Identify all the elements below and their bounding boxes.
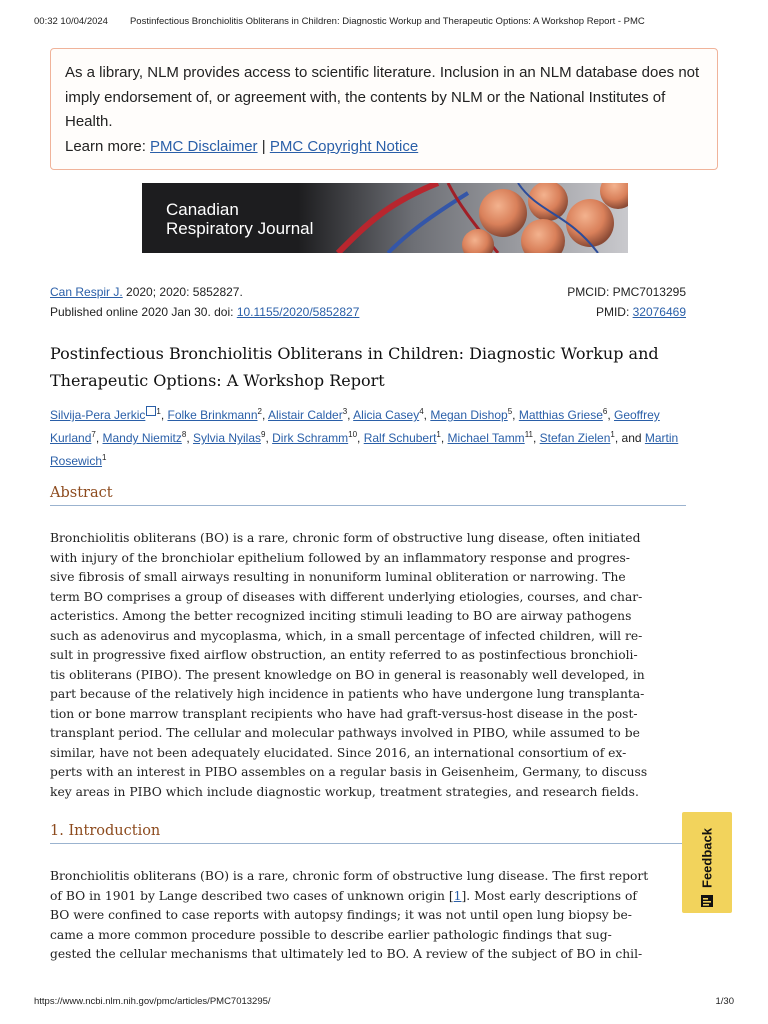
feedback-button[interactable]: [682, 812, 732, 913]
abstract-line: term BO comprises a group of diseases with different underlying etiologies, courses, and char-: [50, 589, 643, 604]
abstract-line: sive fibrosis of small airways resulting in nonuniform luminal obliteration or narrowing. The: [50, 570, 626, 584]
affiliation-number: 10: [348, 430, 358, 439]
nlm-notice: [50, 48, 718, 170]
affiliation-number: 5: [507, 407, 513, 416]
affiliation-number: 11: [524, 430, 533, 439]
author-link[interactable]: Stefan Zielen: [539, 431, 611, 445]
affiliation-number: 8: [181, 430, 187, 439]
print-page-number: 1/30: [715, 996, 734, 1007]
affiliation-number: 3: [342, 407, 348, 416]
authors-and: and: [621, 431, 642, 445]
author-link[interactable]: Ralf Schubert: [363, 431, 437, 445]
journal-banner[interactable]: [142, 183, 628, 253]
author-link[interactable]: Geoffrey Kurland: [50, 408, 660, 445]
abstract-line: key areas in PIBO which include diagnostic workup, treatment strategies, and research fields.: [50, 784, 639, 799]
abstract-line: part because of the relatively high incidence in patients who have undergone lung transplanta-: [50, 687, 645, 701]
published-online: Published online 2020 Jan 30. doi: 10.1155/2020/5852827: [50, 305, 360, 319]
intro-line: Bronchiolitis obliterans (BO) is a rare, chronic form of obstructive lung disease. The first report: [50, 869, 649, 883]
abstract-line: with injury of the bronchiolar epithelium followed by an inflammatory response and progres-: [50, 550, 630, 565]
print-footer: [34, 996, 734, 1007]
affiliation-number: 1: [610, 430, 615, 439]
abstract-line: perts with an interest in PIBO assembles on a regular basis in Geisenheim, Germany, to discuss: [50, 765, 648, 779]
abstract-body: [50, 529, 682, 802]
affiliation-number: 1: [436, 430, 441, 439]
affiliation-number: 1: [156, 407, 161, 416]
banner-journal-name: Canadian Respiratory Journal: [166, 200, 314, 238]
corresponding-author-icon[interactable]: [146, 406, 156, 416]
intro-line: BO were confined to case reports with autopsy findings; it was not until open lung biopsy be-: [50, 908, 632, 922]
pmc-disclaimer-link[interactable]: PMC Disclaimer: [150, 137, 258, 155]
citation-block: [50, 282, 686, 322]
notice-learn-more: Learn more: PMC Disclaimer | PMC Copyright Notice: [65, 137, 419, 155]
doi-link[interactable]: 10.1155/2020/5852827: [236, 305, 360, 319]
affiliation-number: 1: [102, 453, 107, 462]
intro-line: gested the cellular mechanisms that ultimately led to BO. A review of the subject of BO in chil-: [50, 947, 643, 961]
notice-text: As a library, NLM provides access to scientific literature. Inclusion in an NLM database does not imply endorsement of, or agreement with, the contents by NLM or the National Institutes of Health.: [65, 64, 700, 130]
reference-link[interactable]: 1: [453, 888, 462, 903]
author-link[interactable]: Megan Dishop: [430, 408, 508, 422]
abstract-line: tis obliterans (PIBO). The present knowledge on BO in general is reasonably well developed, in: [50, 667, 645, 682]
abstract-heading: Abstract: [50, 485, 686, 506]
affiliation-number: 9: [261, 430, 266, 439]
author-link[interactable]: Folke Brinkmann: [167, 408, 258, 422]
journal-link[interactable]: Can Respir J.: [50, 285, 123, 299]
introduction-heading: 1. Introduction: [50, 823, 686, 844]
pmc-copyright-link[interactable]: PMC Copyright Notice: [269, 137, 419, 155]
print-url: https://www.ncbi.nlm.nih.gov/pmc/articles/PMC7013295/: [34, 996, 271, 1007]
intro-line: of BO in 1901 by Lange described two cases of unknown origin [1]. Most early descriptions of: [50, 888, 637, 903]
author-link[interactable]: Sylvia Nyilas: [192, 431, 261, 445]
pmcid: PMCID: PMC7013295: [567, 285, 686, 299]
abstract-line: sult in progressive fixed airflow obstruction, an entity referred to as postinfectious bronchioli-: [50, 648, 638, 662]
author-link[interactable]: Mandy Niemitz: [102, 431, 182, 445]
print-datetime: 00:32 10/04/2024: [34, 16, 108, 27]
pmid: PMID: 32076469: [595, 305, 686, 319]
author-link[interactable]: Martin Rosewich: [50, 431, 679, 468]
author-link[interactable]: Silvija-Pera Jerkic: [50, 408, 146, 422]
intro-rest: [50, 906, 682, 965]
abstract-line: acteristics. Among the better recognized inciting stimuli leading to BO are airway pathogens: [50, 609, 632, 623]
abstract-line: such as adenovirus and mycoplasma, which, in a small percentage of infected children, will re-: [50, 628, 643, 643]
author-list: Silvija-Pera Jerkic $^1$, Folke Brinkmann$^2$, Alistair Calder$^3$, Alicia Casey$^4$, Megan Dishop$^5$, Matthias Griese$^6$, Geoffrey Kurland$^7$, Mandy Niemitz$^8$, Sylvia Nyilas$^9$, Dirk Schramm$^{10}$, Ralf Schubert$^1$, Michael Tamm$^{11}$, Stefan Zielen$^1$, and Martin Rosewich$^1$: [50, 407, 679, 468]
affiliation-number: 2: [257, 407, 262, 416]
author-link[interactable]: Alicia Casey: [353, 408, 420, 422]
author-link[interactable]: Dirk Schramm: [272, 431, 349, 445]
abstract-line: similar, have not been adequately elucidated. Since 2016, an international consortium of ex-: [50, 745, 627, 760]
abstract-line: Bronchiolitis obliterans (BO) is a rare, chronic form of obstructive lung disease, often initiated: [50, 531, 641, 545]
author-link[interactable]: Alistair Calder: [268, 408, 343, 422]
introduction-body: [50, 867, 682, 965]
print-page-title: Postinfectious Bronchiolitis Obliterans in Children: Diagnostic Workup and Therapeutic Options: A Workshop Report - PMC: [129, 16, 645, 27]
feedback-icon: [700, 894, 714, 908]
article-title: Postinfectious Bronchiolitis Obliterans in Children: Diagnostic Workup and Therapeutic Options: A Workshop Report: [50, 344, 659, 390]
affiliation-number: 4: [419, 407, 424, 416]
author-link[interactable]: Michael Tamm: [447, 431, 525, 445]
abstract-line: tion or bone marrow transplant recipients who have had graft-versus-host disease in the post-: [50, 706, 638, 721]
pmid-link[interactable]: 32076469: [632, 305, 686, 319]
banner-artwork: [298, 183, 628, 253]
citation-journal: Can Respir J. 2020; 2020: 5852827.: [50, 285, 243, 299]
abstract-line: transplant period. The cellular and molecular pathways involved in PIBO, while assumed to be: [50, 726, 640, 740]
affiliation-number: 7: [91, 430, 96, 439]
author-link[interactable]: Matthias Griese: [518, 408, 603, 422]
intro-line: came a more common procedure possible to describe earlier pathologic findings that sug-: [50, 927, 612, 942]
feedback-label: Feedback: [699, 828, 715, 888]
affiliation-number: 6: [602, 407, 608, 416]
print-header: [34, 16, 734, 27]
